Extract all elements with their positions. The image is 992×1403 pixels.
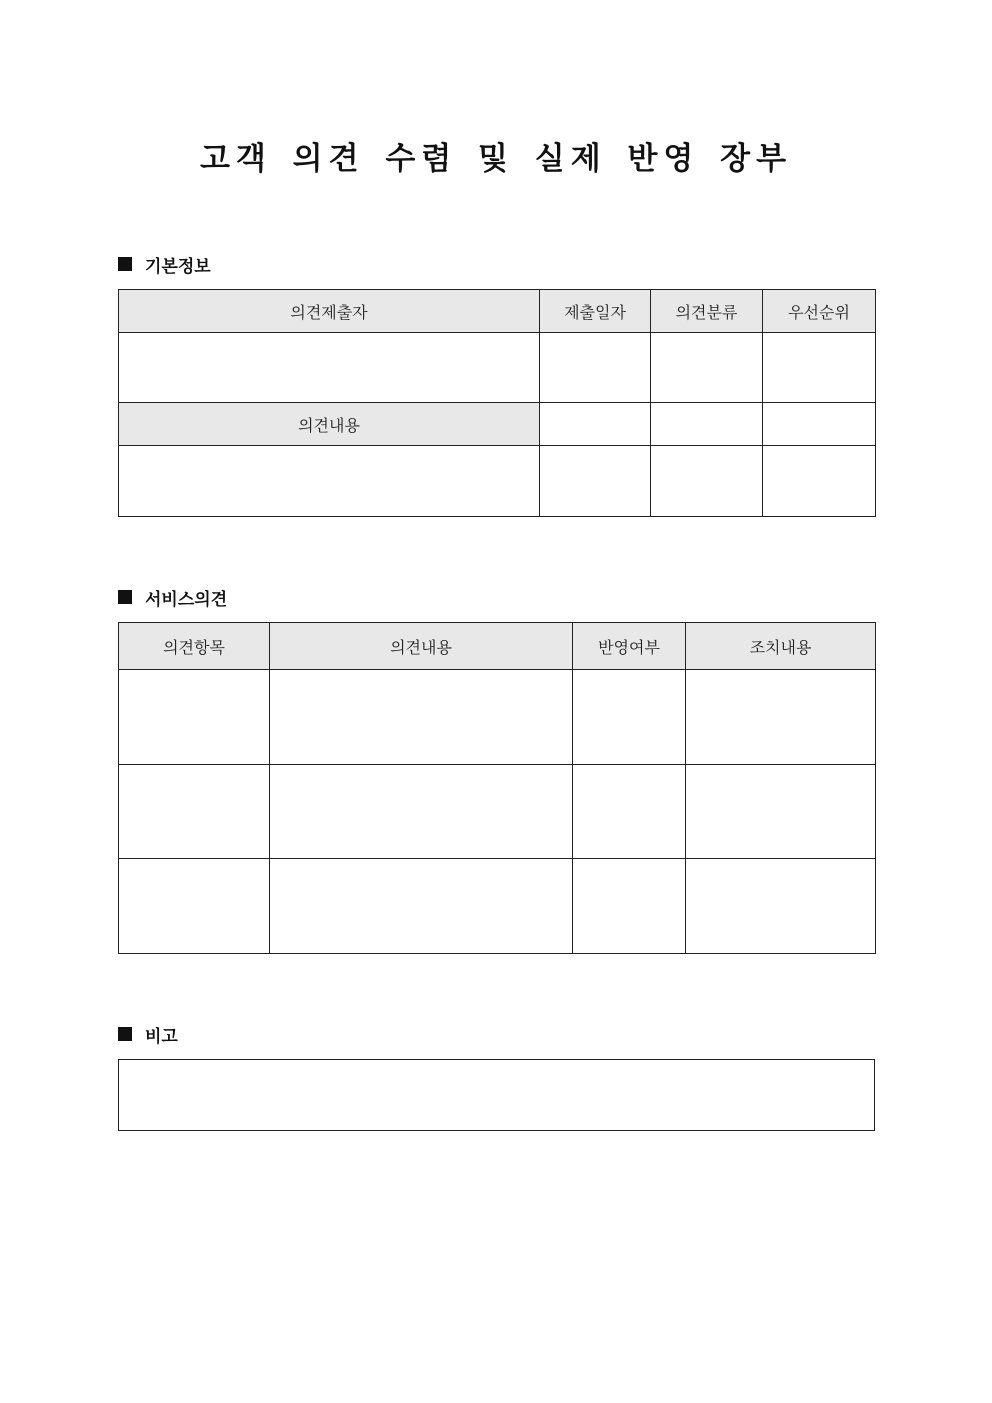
- square-bullet-icon: [118, 590, 132, 604]
- opinion-item-cell[interactable]: [119, 859, 270, 954]
- table-row: [119, 859, 876, 954]
- action-cell[interactable]: [686, 859, 876, 954]
- service-opinion-header-row: [119, 623, 876, 670]
- content-label-row: [119, 403, 876, 446]
- opinion-content-cell[interactable]: [270, 670, 573, 765]
- table-row: [119, 670, 876, 765]
- basic-info-heading: [118, 252, 211, 276]
- opinion-content-cell[interactable]: [270, 765, 573, 859]
- opinion-item-cell[interactable]: [119, 670, 270, 765]
- reflected-cell[interactable]: [573, 765, 686, 859]
- content-entry-row: [119, 446, 876, 517]
- submit-date-cell[interactable]: [540, 333, 651, 403]
- basic-info-entry-row: [119, 333, 876, 403]
- document-title: 고객 의견 수렴 및 실제 반영 장부: [199, 141, 793, 177]
- header-submitter: 의견제출자: [119, 290, 540, 333]
- header-submit-date: 제출일자: [540, 290, 651, 333]
- extra-cell[interactable]: [651, 446, 763, 517]
- header-category: 의견분류: [651, 290, 763, 333]
- table-row: [119, 765, 876, 859]
- header-reflected: 반영여부: [573, 623, 686, 670]
- service-opinion-heading: [118, 585, 227, 609]
- remarks-box[interactable]: [118, 1059, 875, 1131]
- opinion-item-cell[interactable]: [119, 765, 270, 859]
- priority-cell[interactable]: [763, 333, 876, 403]
- extra-cell[interactable]: [763, 446, 876, 517]
- header-opinion-item: 의견항목: [119, 623, 270, 670]
- extra-cell[interactable]: [540, 446, 651, 517]
- basic-info-header-row: [119, 290, 876, 333]
- submitter-cell[interactable]: [119, 333, 540, 403]
- header-opinion-content: 의견내용: [119, 403, 540, 446]
- service-opinion-table: [118, 622, 876, 954]
- extra-cell[interactable]: [540, 403, 651, 446]
- square-bullet-icon: [118, 1027, 132, 1041]
- basic-info-heading-label: 기본정보: [145, 256, 211, 277]
- header-opinion-content: 의견내용: [270, 623, 573, 670]
- reflected-cell[interactable]: [573, 670, 686, 765]
- basic-info-table: [118, 289, 876, 517]
- opinion-content-cell[interactable]: [119, 446, 540, 517]
- action-cell[interactable]: [686, 765, 876, 859]
- reflected-cell[interactable]: [573, 859, 686, 954]
- header-priority: 우선순위: [763, 290, 876, 333]
- remarks-heading-label: 비고: [145, 1026, 178, 1047]
- remarks-heading: [118, 1022, 178, 1046]
- service-opinion-heading-label: 서비스의견: [145, 589, 228, 610]
- extra-cell[interactable]: [651, 403, 763, 446]
- extra-cell[interactable]: [763, 403, 876, 446]
- header-action: 조치내용: [686, 623, 876, 670]
- action-cell[interactable]: [686, 670, 876, 765]
- square-bullet-icon: [118, 257, 132, 271]
- opinion-content-cell[interactable]: [270, 859, 573, 954]
- category-cell[interactable]: [651, 333, 763, 403]
